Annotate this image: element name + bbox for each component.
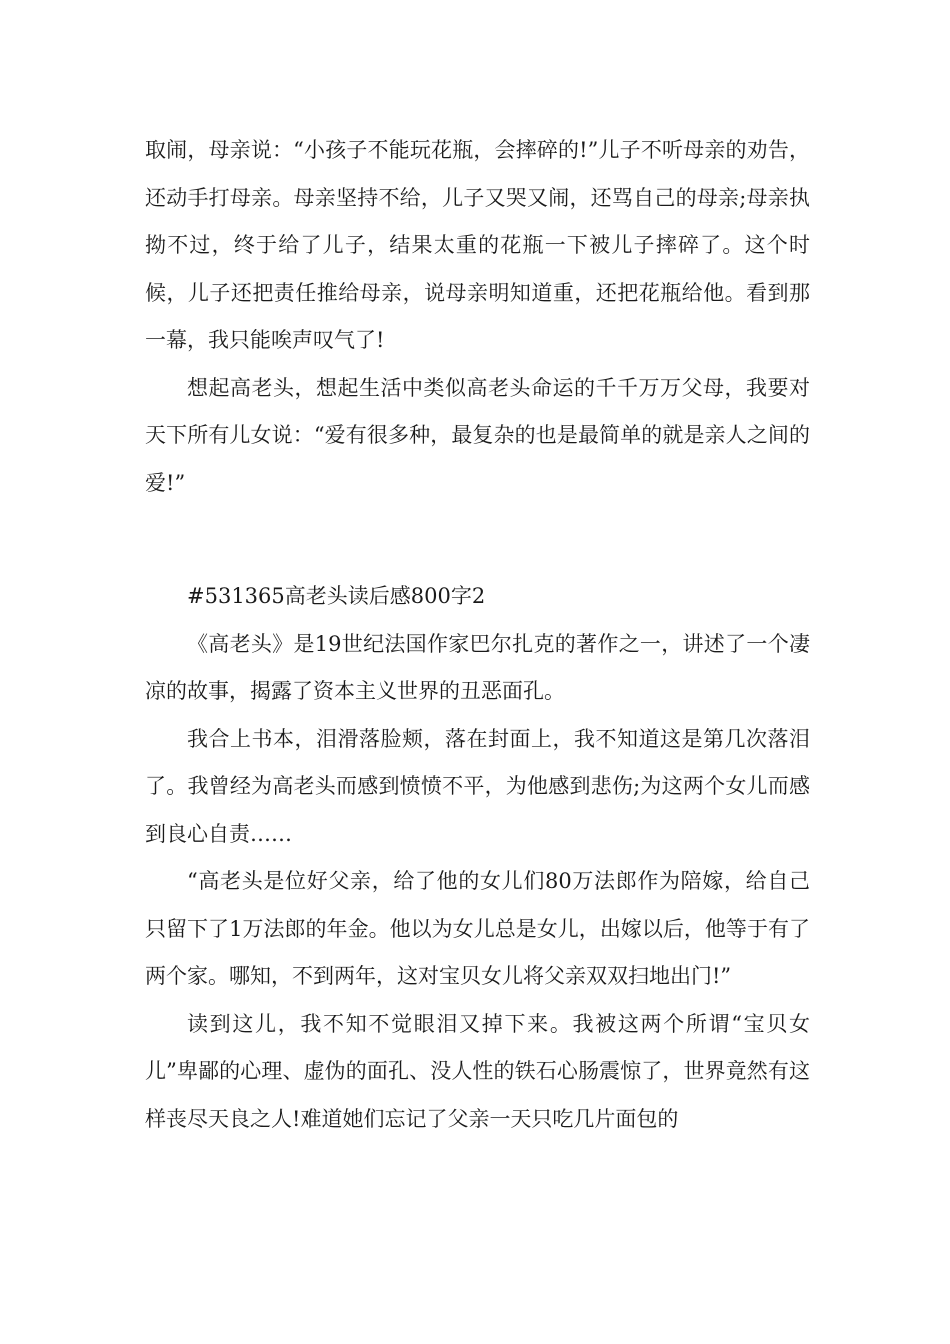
continuation-paragraph: 取闹，母亲说：“小孩子不能玩花瓶，会摔碎的!”儿子不听母亲的劝告，还动手打母亲。母亲坚持不给，儿子又哭又闹，还骂自己的母亲;母亲执拗不过，终于给了儿子，结果太重的花瓶一下被儿子摔碎了。这个时候，儿子还把责任推给母亲，说母亲明知道重，还把花瓶给他。看到那一幕，我只能唉声叹气了!: [145, 138, 810, 352]
body-paragraph: 读到这儿，我不知不觉眼泪又掉下来。我被这两个所谓“宝贝女儿”卑鄙的心理、虚伪的面孔、没人性的铁石心肠震惊了，世界竟然有这样丧尽天良之人!难道她们忘记了父亲一天只吃几片面包的: [145, 1011, 810, 1131]
closing-paragraph: 想起高老头，想起生活中类似高老头命运的千千万万父母，我要对天下所有儿女说：“爱有很多种，最复杂的也是最简单的就是亲人之间的爱!”: [145, 375, 810, 495]
body-paragraph: 我合上书本，泪滑落脸颊，落在封面上，我不知道这是第几次落泪了。我曾经为高老头而感到愤愤不平，为他感到悲伤;为这两个女儿而感到良心自责……: [145, 726, 810, 846]
section-heading: #531365高老头读后感800字2: [187, 584, 486, 608]
text-block-section-2: [145, 573, 810, 1143]
body-paragraph: 《高老头》是19世纪法国作家巴尔扎克的著作之一，讲述了一个凄凉的故事，揭露了资本主义世界的丑恶面孔。: [145, 631, 810, 703]
body-paragraph: “高老头是位好父亲，给了他的女儿们80万法郎作为陪嫁，给自己只留下了1万法郎的年金。他以为女儿总是女儿，出嫁以后，他等于有了两个家。哪知，不到两年，这对宝贝女儿将父亲双双扫地出门!”: [145, 869, 810, 988]
text-block-top: [145, 127, 810, 507]
